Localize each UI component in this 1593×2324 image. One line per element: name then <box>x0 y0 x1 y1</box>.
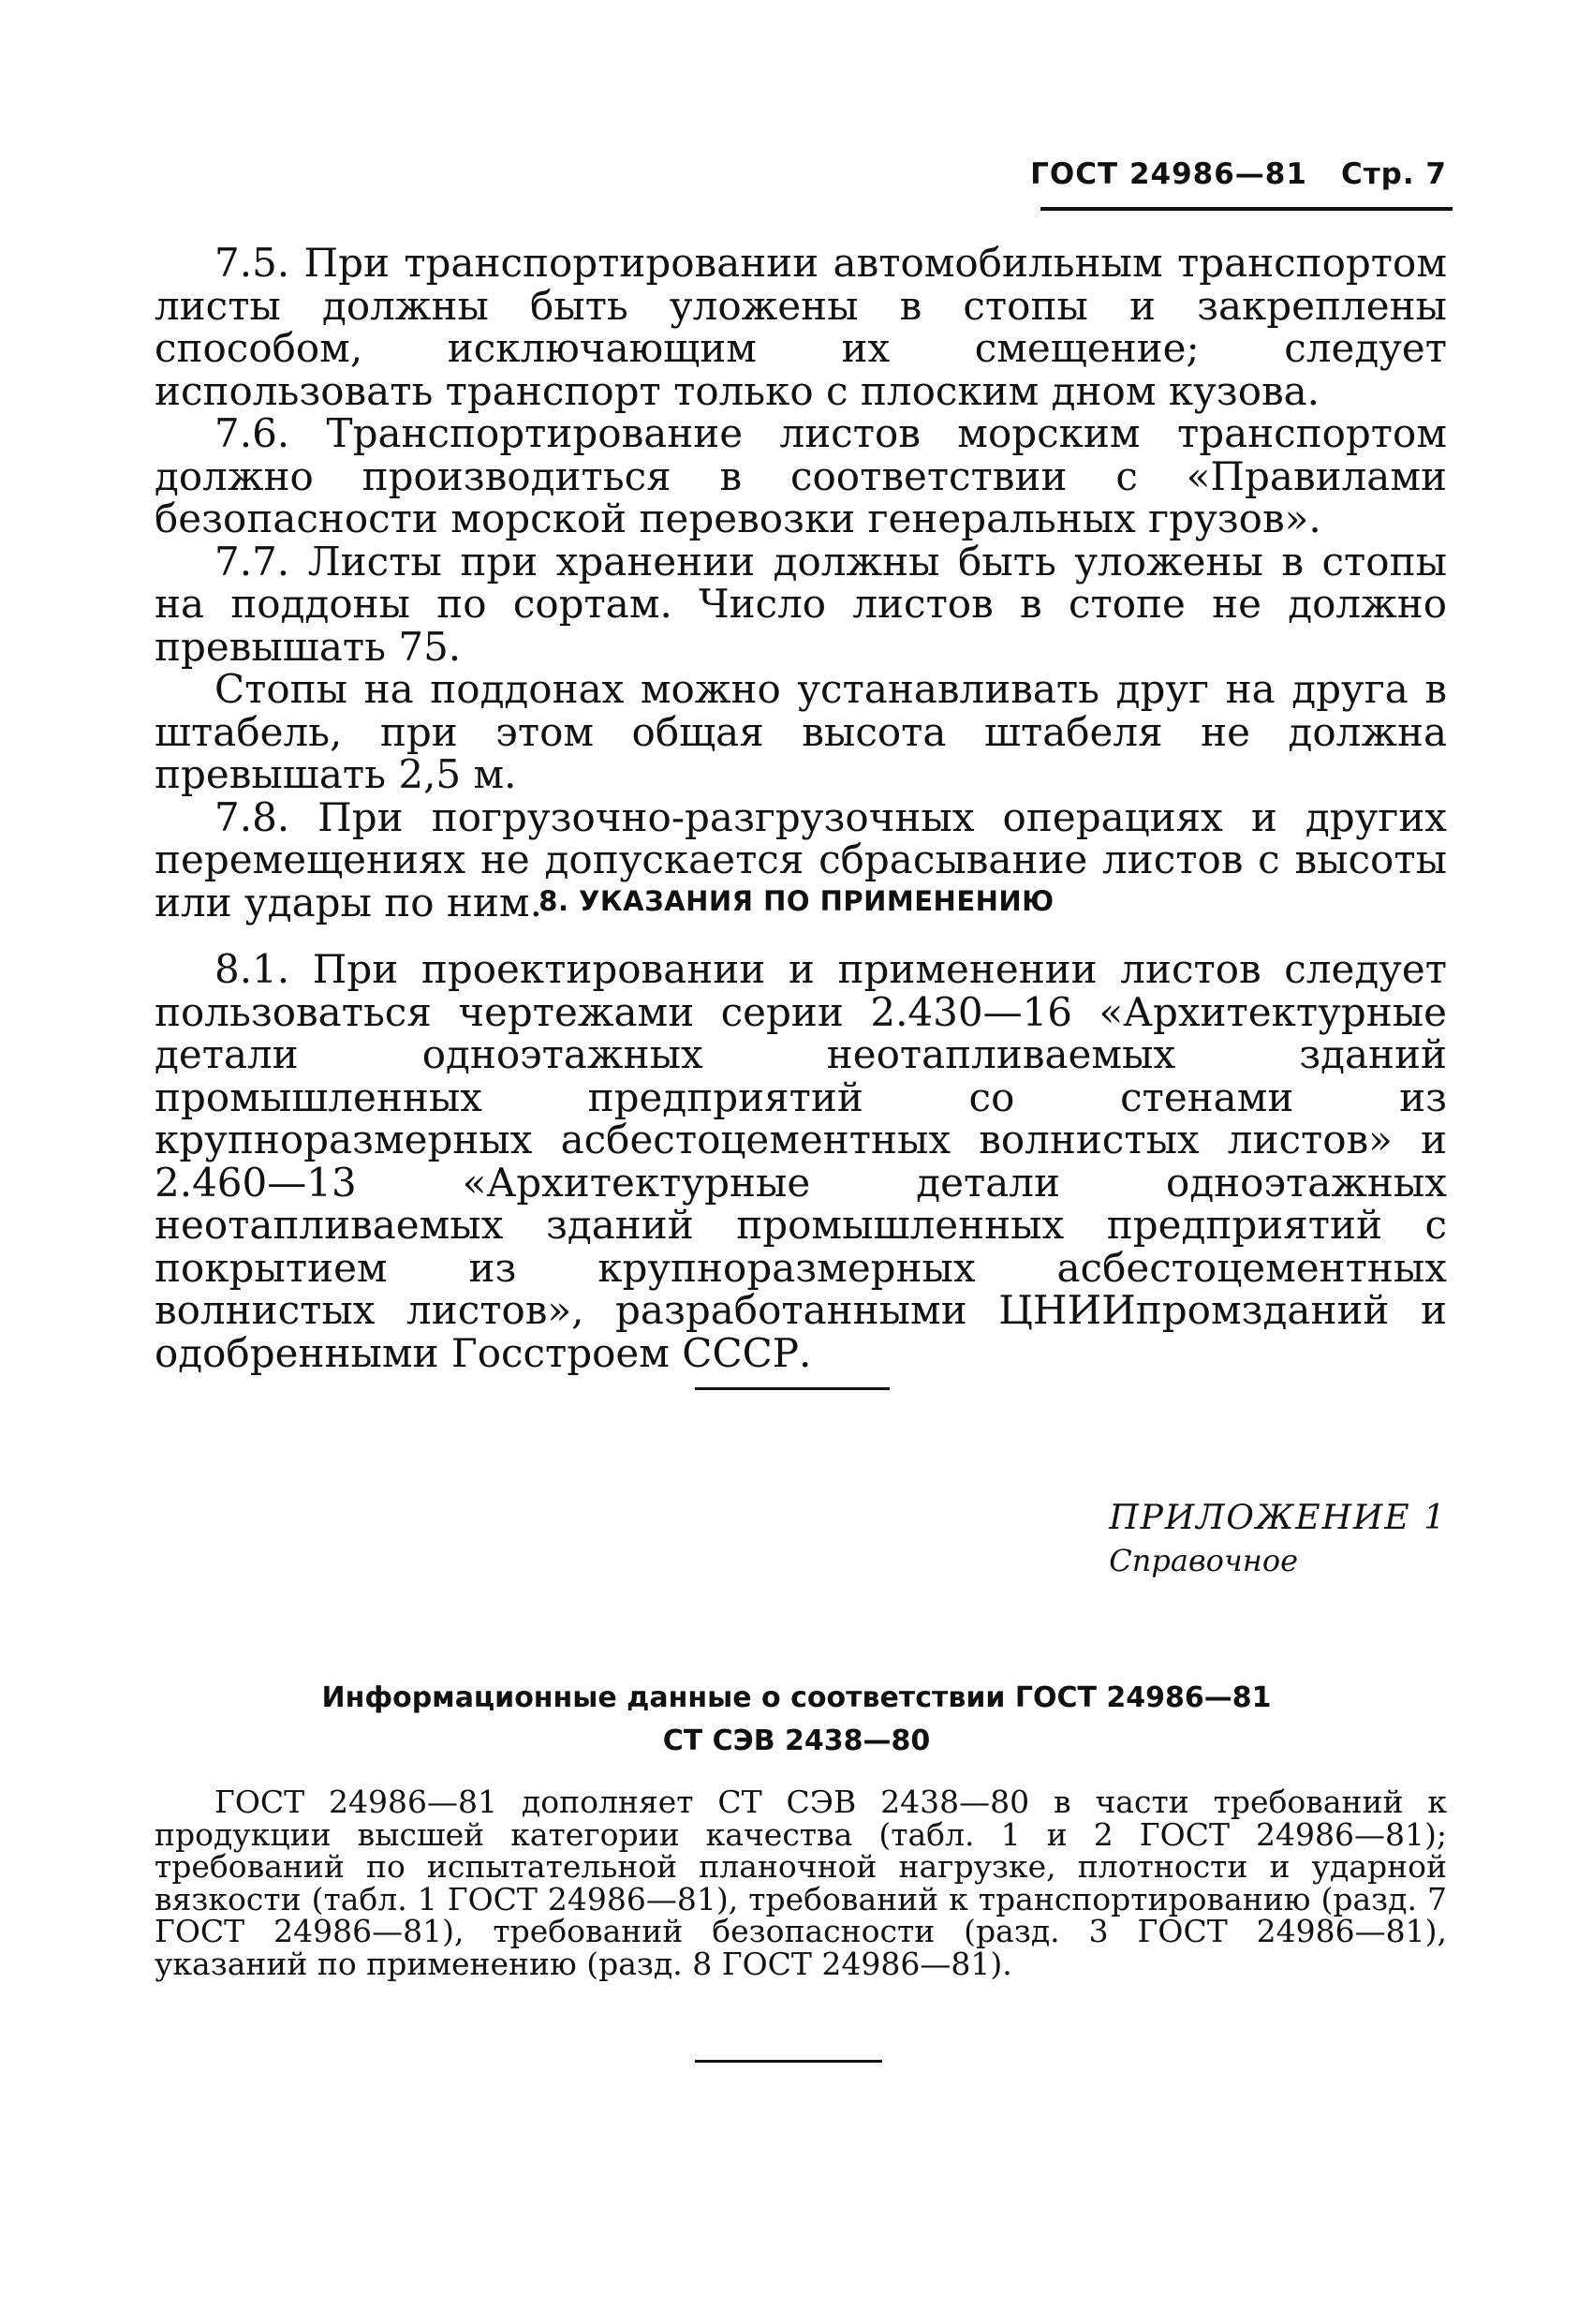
header-page-number: Стр. 7 <box>1340 157 1447 191</box>
separator-rule <box>695 1387 890 1390</box>
header-underline <box>1040 207 1453 211</box>
end-rule <box>695 2060 882 2063</box>
appendix-heading <box>1109 1499 1447 1578</box>
paragraph-7-6: 7.6. Транспортирование листов морским транспортом должно производиться в соответствии с «Правилами безопасности морской перевозки генеральных грузов». <box>155 410 1447 541</box>
appendix-title: ПРИЛОЖЕНИЕ 1 <box>1109 1499 1447 1537</box>
appendix-subtitle: Справочное <box>1109 1543 1299 1578</box>
paragraph-7-7-continued: Стопы на поддонах можно устанавливать друг на друга в штабель, при этом общая высота штабеля не должна превышать 2,5 м. <box>155 666 1447 797</box>
paragraph-7-5: 7.5. При транспортировании автомобильным транспортом листы должны быть уложены в стопы и закреплены способом, исключающим их смещение; следует использовать транспорт только с плоским дном кузова. <box>155 240 1447 414</box>
paragraph-7-7: 7.7. Листы при хранении должны быть уложены в стопы на поддоны по сортам. Число листов в стопе не должно превышать 75. <box>155 538 1447 670</box>
header-standard-code: ГОСТ 24986—81 <box>1030 157 1307 191</box>
appendix-body <box>155 1786 1447 1980</box>
section-8-body <box>155 948 1447 1374</box>
section-7-body <box>155 242 1447 924</box>
page-header <box>1030 157 1447 191</box>
paragraph-7-8: 7.8. При погрузочно-разгрузочных операциях и других перемещениях не допускается сбрасывание листов с высоты или удары по ним. <box>155 793 1447 925</box>
info-title-line-1: Информационные данные о соответствии ГОСТ 24986—81 <box>321 1681 1272 1714</box>
section-8-title: 8. УКАЗАНИЯ ПО ПРИМЕНЕНИЮ <box>538 885 1055 917</box>
appendix-info-title <box>0 1677 1593 1763</box>
paragraph-8-1: 8.1. При проектировании и применении листов следует пользоваться чертежами серии 2.430—16 «Архитектурные детали одноэтажных неотапливаемых зданий промышленных предприятий со стенами из крупноразмерных асбестоцементных волнистых листов» и 2.460—13 «Архитектурные детали одноэтажных неотапливаемых зданий промышленных предприятий с покрытием из крупноразмерных асбестоцементных волнистых листов», разработанными ЦНИИпромзданий и одобренными Госстроем СССР. <box>155 946 1447 1376</box>
appendix-paragraph: ГОСТ 24986—81 дополняет СТ СЭВ 2438—80 в части требований к продукции высшей категории качества (табл. 1 и 2 ГОСТ 24986—81); требований по испытательной планочной нагрузке, плотности и ударной вязкости (табл. 1 ГОСТ 24986—81), требований к транспортированию (разд. 7 ГОСТ 24986—81), требований безопасности (разд. 3 ГОСТ 24986—81), указаний по применению (разд. 8 ГОСТ 24986—81). <box>155 1784 1447 1982</box>
info-title-line-2: СТ СЭВ 2438—80 <box>662 1724 931 1757</box>
